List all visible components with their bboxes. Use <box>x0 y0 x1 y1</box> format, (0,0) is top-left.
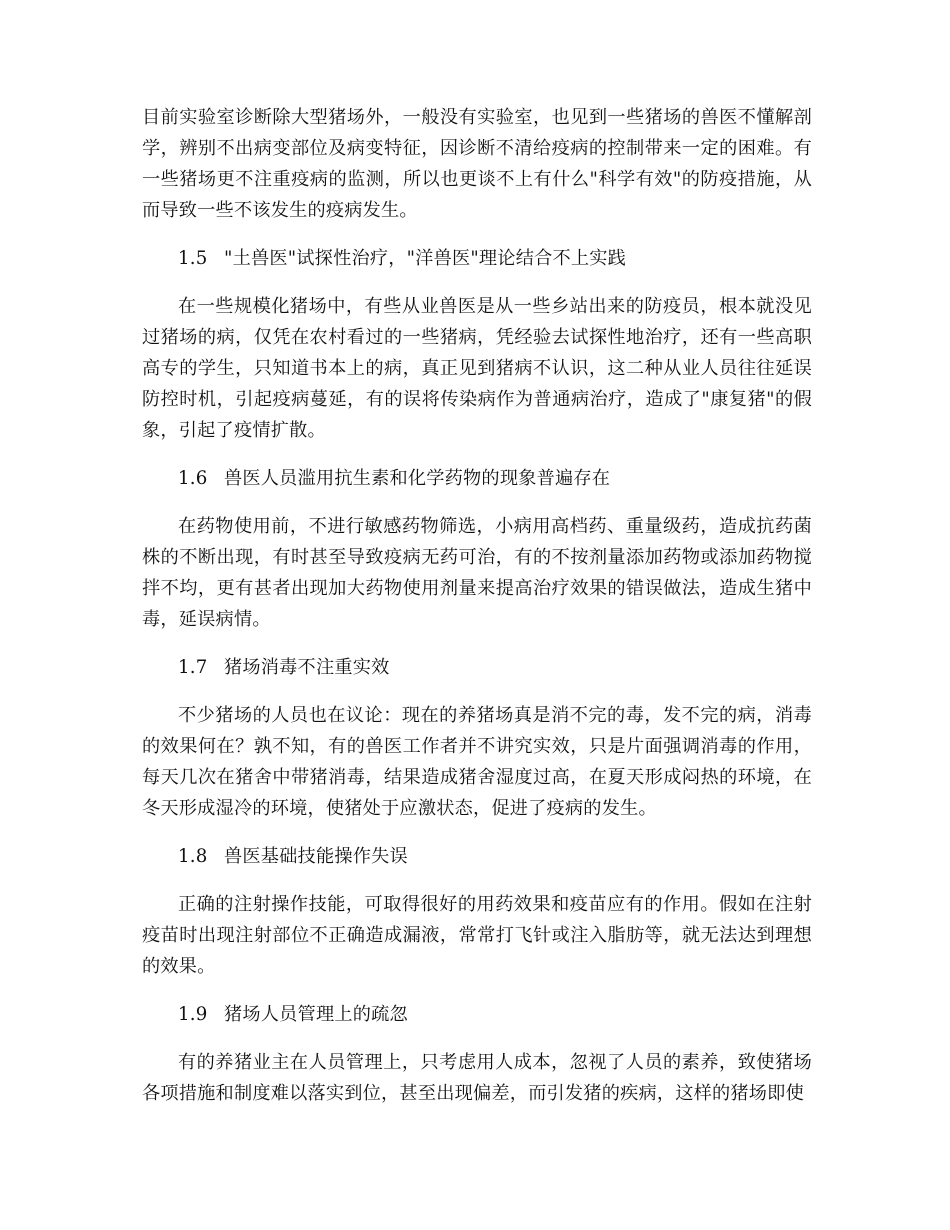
section-title: "土兽医"试探性治疗，"洋兽医"理论结合不上实践 <box>224 248 627 269</box>
section-heading-1-6 <box>142 463 812 494</box>
paragraph-1-5: 在一些规模化猪场中，有些从业兽医是从一些乡站出来的防疫员，根本就没见过猪场的病，仅凭在农村看过的一些猪病，凭经验去试探性地治疗，还有一些高职高专的学生，只知道书本上的病，真正见到猪病不认识，这二种从业人员往往延误防控时机，引起疫病蔓延，有的误将传染病作为普通病治疗，造成了"康复猪"的假象，引起了疫情扩散。 <box>142 296 812 441</box>
section-heading-1-7 <box>142 652 812 683</box>
paragraph-diagnosis: 目前实验室诊断除大型猪场外，一般没有实验室，也见到一些猪场的兽医不懂解剖学，辨别不出病变部位及病变特征，因诊断不清给疫病的控制带来一定的困难。有一些猪场更不注重疫病的监测，所以也更谈不上有什么"科学有效"的防疫措施，从而导致一些不该发生的疫病发生。 <box>142 107 812 221</box>
paragraph-1-6: 在药物使用前，不进行敏感药物筛选，小病用高档药、重量级药，造成抗药菌株的不断出现，有时甚至导致疫病无药可治，有的不按剂量添加药物或添加药物搅拌不均，更有甚者出现加大药物使用剂量来提高治疗效果的错误做法，造成生猪中毒，延误病情。 <box>142 516 812 630</box>
section-number: 1.6 <box>178 468 208 489</box>
paragraph-1-8: 正确的注射操作技能，可取得很好的用药效果和疫苗应有的作用。假如在注射疫苗时出现注射部位不正确造成漏液，常常打飞针或注入脂肪等，就无法达到理想的效果。 <box>142 894 812 977</box>
paragraph-1-7: 不少猪场的人员也在议论：现在的养猪场真是消不完的毒，发不完的病，消毒的效果何在？孰不知，有的兽医工作者并不讲究实效，只是片面强调消毒的作用，每天几次在猪舍中带猪消毒，结果造成猪舍湿度过高，在夏天形成闷热的环境，在冬天形成湿冷的环境，使猪处于应激状态，促进了疫病的发生。 <box>142 705 812 819</box>
section-number: 1.5 <box>178 248 208 269</box>
section-title: 猪场消毒不注重实效 <box>224 657 390 678</box>
section-title: 猪场人员管理上的疏忽 <box>224 1004 408 1025</box>
section-title: 兽医人员滥用抗生素和化学药物的现象普遍存在 <box>224 468 611 489</box>
section-number: 1.7 <box>178 657 208 678</box>
section-number: 1.8 <box>178 846 208 867</box>
paragraph-1-9: 有的养猪业主在人员管理上，只考虑用人成本，忽视了人员的素养，致使猪场各项措施和制度难以落实到位，甚至出现偏差，而引发猪的疾病，这样的猪场即使 <box>142 1052 812 1104</box>
section-heading-1-9 <box>142 999 812 1030</box>
section-heading-1-5 <box>142 243 812 274</box>
section-title: 兽医基础技能操作失误 <box>224 846 408 867</box>
section-number: 1.9 <box>178 1004 208 1025</box>
section-heading-1-8 <box>142 841 812 872</box>
document-body <box>142 102 812 1126</box>
